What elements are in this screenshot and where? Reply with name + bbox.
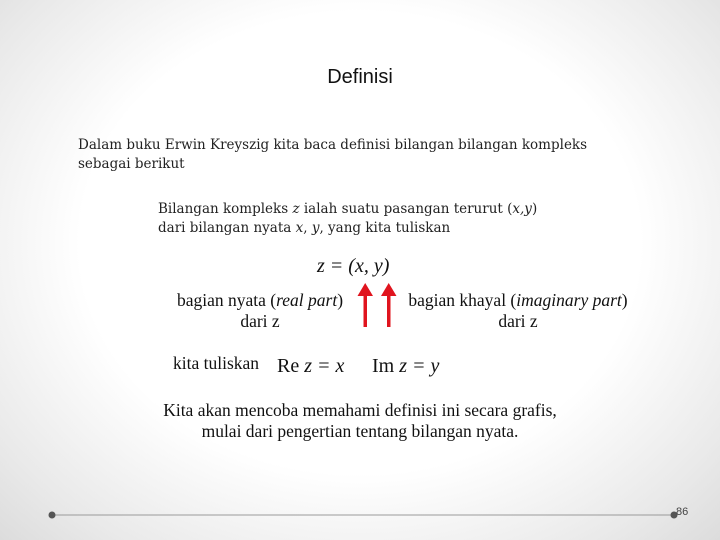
formula-real-part: Re z = x xyxy=(277,355,345,377)
real-part-label: bagian nyata (real part) dari z xyxy=(176,290,344,331)
footer-line xyxy=(48,511,680,521)
pointer-arrows xyxy=(356,282,400,328)
intro-line-2: sebagai berikut xyxy=(78,156,185,172)
closing-paragraph: Kita akan mencoba memahami definisi ini secara grafis, mulai dari pengertian tentang bilangan nyata. xyxy=(163,400,557,441)
intro-paragraph xyxy=(78,136,638,174)
intro-line-1: Dalam buku Erwin Kreyszig kita baca definisi bilangan bilangan kompleks xyxy=(78,137,588,153)
footer-dot-left-icon xyxy=(49,512,56,519)
formula-z-equals-pair: z = (x, y) xyxy=(317,255,390,277)
definition-paragraph xyxy=(158,200,598,238)
slide-title: Definisi xyxy=(327,66,393,88)
arrow-up-icon-left xyxy=(358,283,374,327)
imaginary-part-label: bagian khayal (imaginary part) dari z xyxy=(408,290,628,331)
definition-line-1: Bilangan kompleks z ialah suatu pasangan terurut (x,y) xyxy=(158,201,538,217)
definition-line-2: dari bilangan nyata x, y, yang kita tuliskan xyxy=(158,220,451,236)
page-number: 86 xyxy=(676,506,689,518)
write-prefix-text: kita tuliskan xyxy=(173,353,260,373)
formula-imaginary-part: Im z = y xyxy=(372,355,440,377)
arrow-up-icon-right xyxy=(381,283,397,327)
